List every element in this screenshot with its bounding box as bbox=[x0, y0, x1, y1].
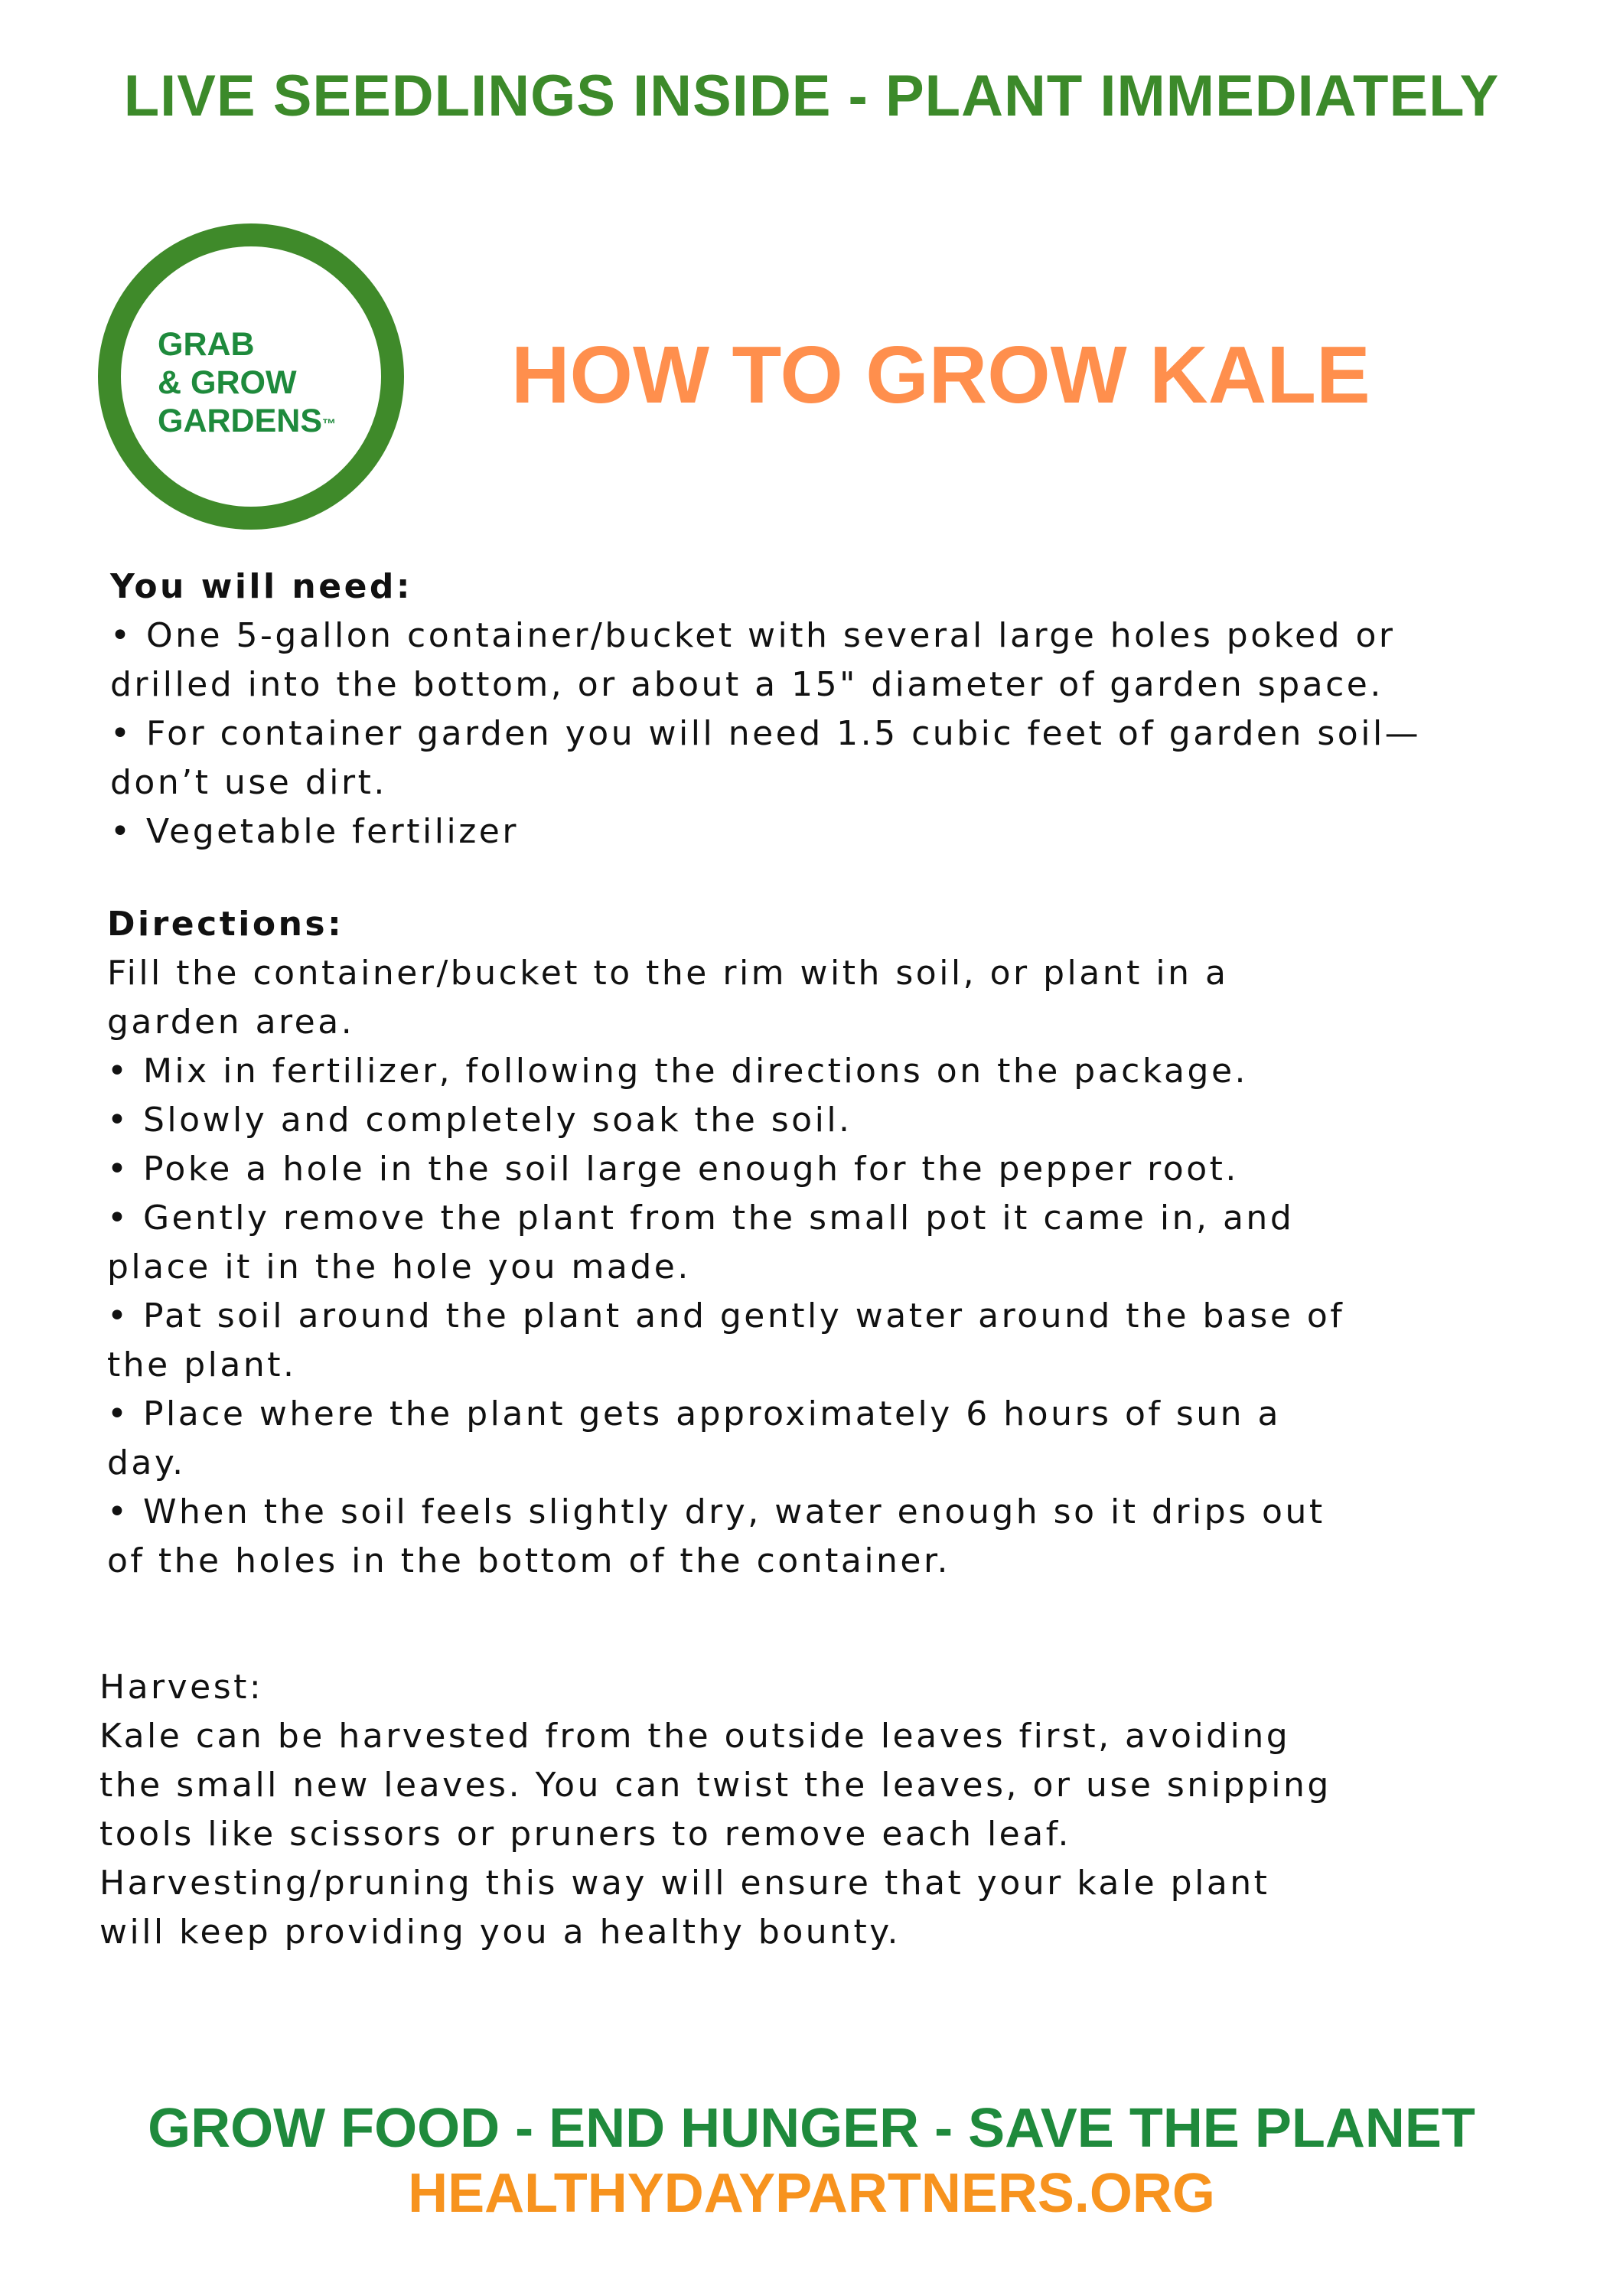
needs-line: • One 5-gallon container/bucket with several large holes poked or bbox=[110, 616, 1396, 655]
needs-line: • Vegetable fertilizer bbox=[110, 812, 519, 851]
directions-line: • Poke a hole in the soil large enough for the pepper root. bbox=[107, 1150, 1239, 1189]
logo-line-2: & GROW bbox=[158, 364, 297, 401]
directions-line: Fill the container/bucket to the rim with soil, or plant in a bbox=[107, 954, 1229, 993]
logo-wordmark bbox=[158, 325, 336, 440]
directions-line: • Slowly and completely soak the soil. bbox=[107, 1101, 852, 1140]
harvest-section bbox=[99, 1663, 1331, 1957]
directions-heading: Directions: bbox=[107, 905, 344, 944]
logo-line-3 bbox=[158, 402, 336, 440]
page-title: HOW TO GROW KALE bbox=[511, 330, 1370, 420]
logo-line-1: GRAB bbox=[158, 326, 255, 363]
trademark-symbol: ™ bbox=[322, 416, 337, 432]
directions-line: • Pat soil around the plant and gently water around the base of bbox=[107, 1296, 1345, 1336]
you-will-need-heading: You will need: bbox=[110, 567, 413, 606]
directions-line: day. bbox=[107, 1443, 186, 1482]
harvest-line: will keep providing you a healthy bounty. bbox=[99, 1913, 901, 1952]
directions-line: the plant. bbox=[107, 1345, 297, 1384]
directions-line: place it in the hole you made. bbox=[107, 1247, 691, 1287]
needs-line: drilled into the bottom, or about a 15" diameter of garden space. bbox=[110, 665, 1383, 704]
directions-line: garden area. bbox=[107, 1003, 355, 1042]
directions-line: of the holes in the bottom of the container. bbox=[107, 1541, 951, 1580]
grab-and-grow-gardens-logo bbox=[98, 223, 404, 530]
harvest-line: tools like scissors or pruners to remove each leaf. bbox=[99, 1815, 1071, 1854]
needs-line: don’t use dirt. bbox=[110, 763, 387, 802]
harvest-heading: Harvest: bbox=[99, 1668, 264, 1707]
directions-section bbox=[107, 900, 1344, 1586]
harvest-line: the small new leaves. You can twist the leaves, or use snipping bbox=[99, 1766, 1331, 1805]
directions-line: • When the soil feels slightly dry, water enough so it drips out bbox=[107, 1492, 1325, 1531]
needs-line: • For container garden you will need 1.5 cubic feet of garden soil— bbox=[110, 714, 1422, 753]
logo-line-3-text: GARDENS bbox=[158, 403, 323, 439]
directions-line: • Gently remove the plant from the small pot it came in, and bbox=[107, 1199, 1295, 1238]
footer-slogan: GROW FOOD - END HUNGER - SAVE THE PLANET bbox=[148, 2098, 1475, 2159]
harvest-line: Kale can be harvested from the outside leaves first, avoiding bbox=[99, 1717, 1291, 1756]
directions-line: • Place where the plant gets approximately 6 hours of sun a bbox=[107, 1394, 1282, 1433]
harvest-line: Harvesting/pruning this way will ensure that your kale plant bbox=[99, 1864, 1270, 1903]
top-banner: LIVE SEEDLINGS INSIDE - PLANT IMMEDIATELY bbox=[123, 64, 1500, 129]
you-will-need-section bbox=[110, 563, 1421, 856]
footer-website-link[interactable]: HEALTHYDAYPARTNERS.ORG bbox=[408, 2163, 1215, 2224]
directions-line: • Mix in fertilizer, following the directions on the package. bbox=[107, 1052, 1249, 1091]
